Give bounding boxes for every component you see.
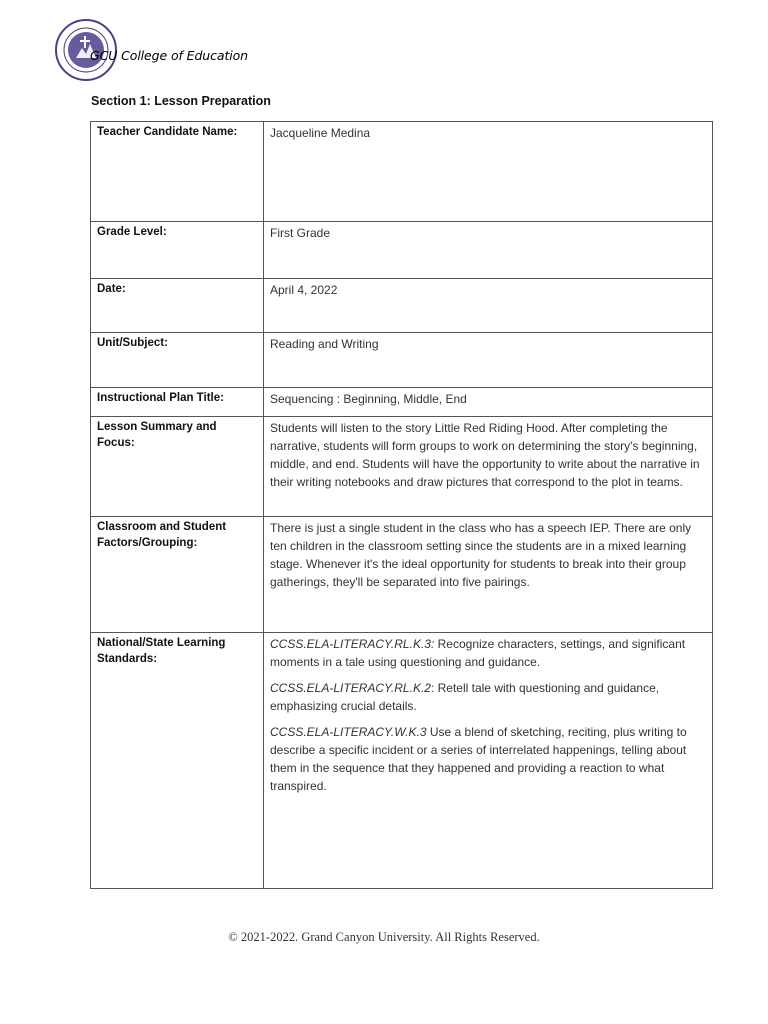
table-row — [91, 122, 713, 222]
row-label: Lesson Summary and Focus: — [91, 417, 264, 517]
standard-text: Recognize characters, settings, and significant moments in a tale using questioning and guidance. — [270, 637, 686, 669]
lesson-preparation-table — [90, 121, 713, 889]
row-value: April 4, 2022 — [264, 279, 713, 333]
table-row — [91, 388, 713, 417]
row-value: There is just a single student in the class who has a speech IEP. There are only ten children in the classroom setting since the students are in a mixed learning stage. Whenever it's the ideal opportunity for students to break into their group gatherings, they'll be separated into five pairings. — [264, 517, 713, 633]
section-title: Section 1: Lesson Preparation — [91, 94, 271, 108]
row-label: Date: — [91, 279, 264, 333]
college-title: GCU College of Education — [90, 48, 249, 63]
table-row — [91, 417, 713, 517]
standard-text: Use a blend of sketching, reciting, plus writing to describe a specific incident or a series of interrelated happenings, telling about them in the sequence that they happened and providing a reaction to what transpired. — [270, 725, 687, 793]
row-label: National/State Learning Standards: — [91, 633, 264, 889]
row-label: Classroom and Student Factors/Grouping: — [91, 517, 264, 633]
row-label: Teacher Candidate Name: — [91, 122, 264, 222]
row-value: Students will listen to the story Little Red Riding Hood. After completing the narrative, students will form groups to work on determining the story's beginning, middle, and end. Students will have the opportunity to write about the narrative in their writing notebooks and draw pictures that correspond to the plot in teams. — [264, 417, 713, 517]
copyright-footer: © 2021-2022. Grand Canyon University. All Rights Reserved. — [228, 930, 540, 944]
standard-item — [270, 679, 706, 715]
table-row — [91, 517, 713, 633]
standard-text: : Retell tale with questioning and guidance, emphasizing crucial details. — [270, 681, 660, 713]
standard-code: CCSS.ELA-LITERACY.W.K.3 — [270, 725, 427, 739]
row-value: Sequencing : Beginning, Middle, End — [264, 388, 713, 417]
standard-code: CCSS.ELA-LITERACY.RL.K.3: — [270, 637, 435, 651]
standard-code: CCSS.ELA-LITERACY.RL.K.2 — [270, 681, 431, 695]
row-label: Grade Level: — [91, 222, 264, 279]
table-row — [91, 333, 713, 388]
standard-item — [270, 723, 706, 795]
row-value: Jacqueline Medina — [264, 122, 713, 222]
standard-item — [270, 635, 706, 671]
row-label: Instructional Plan Title: — [91, 388, 264, 417]
row-label: Unit/Subject: — [91, 333, 264, 388]
table-row — [91, 222, 713, 279]
standards-list — [264, 633, 713, 889]
table-row — [91, 633, 713, 889]
row-value: First Grade — [264, 222, 713, 279]
row-value: Reading and Writing — [264, 333, 713, 388]
document-header — [54, 18, 454, 82]
table-row — [91, 279, 713, 333]
